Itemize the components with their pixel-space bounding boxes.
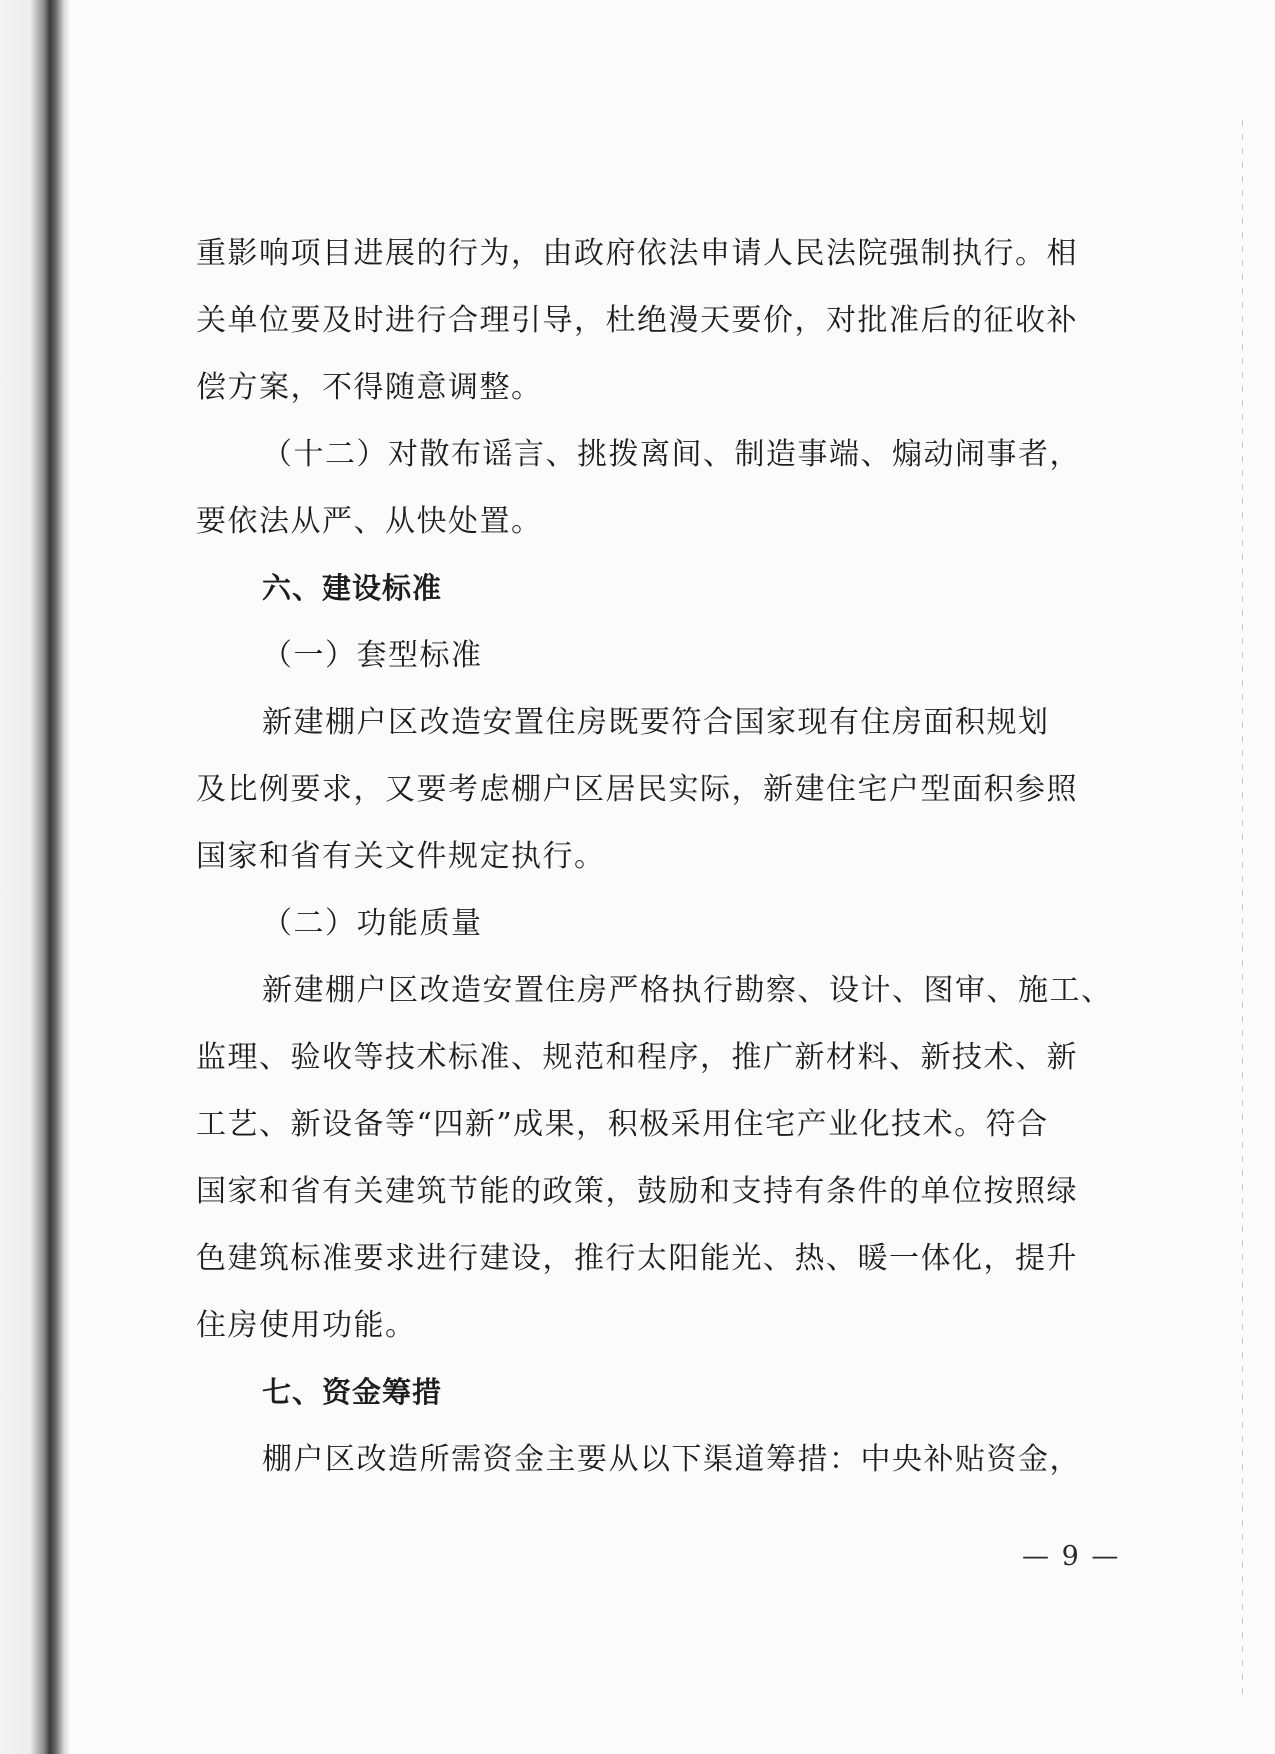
section-heading-construction-standards: 六、建设标准 — [262, 571, 443, 605]
body-text-line: 关单位要及时进行合理引导，杜绝漫天要价，对批准后的征收补 — [196, 303, 1078, 338]
body-text-line: 住房使用功能。 — [196, 1308, 417, 1343]
body-text-line: 新建棚户区改造安置住房严格执行勘察、设计、图审、施工、 — [262, 973, 1113, 1008]
page-number: — 9 — — [1022, 1541, 1121, 1572]
subsection-heading-unit-standards: （一）套型标准 — [262, 638, 483, 673]
section-heading-funding: 七、资金筹措 — [262, 1375, 443, 1409]
body-text-line: 重影响项目进展的行为，由政府依法申请人民法院强制执行。相 — [196, 236, 1078, 271]
body-text-line: 国家和省有关建筑节能的政策，鼓励和支持有条件的单位按照绿 — [196, 1174, 1078, 1209]
subsection-heading-function-quality: （二）功能质量 — [262, 906, 483, 941]
body-text-line: 新建棚户区改造安置住房既要符合国家现有住房面积规划 — [262, 705, 1050, 740]
scan-page-edge — [1242, 120, 1243, 1700]
body-text-line: 棚户区改造所需资金主要从以下渠道筹措：中央补贴资金， — [262, 1442, 1081, 1477]
body-text-line: 工艺、新设备等“四新”成果，积极采用住宅产业化技术。符合 — [196, 1107, 1049, 1142]
body-text-line: 色建筑标准要求进行建设，推行太阳能光、热、暖一体化，提升 — [196, 1241, 1078, 1276]
clause-item-12: （十二）对散布谣言、挑拨离间、制造事端、煽动闹事者， — [262, 437, 1081, 472]
body-text-line: 国家和省有关文件规定执行。 — [196, 839, 606, 874]
body-text-line: 监理、验收等技术标准、规范和程序，推广新材料、新技术、新 — [196, 1040, 1078, 1075]
document-body — [196, 220, 1126, 1493]
body-text-line: 偿方案，不得随意调整。 — [196, 370, 543, 405]
scan-binding-shadow — [0, 0, 70, 1754]
body-text-line: 要依法从严、从快处置。 — [196, 504, 543, 539]
body-text-line: 及比例要求，又要考虑棚户区居民实际，新建住宅户型面积参照 — [196, 772, 1078, 807]
